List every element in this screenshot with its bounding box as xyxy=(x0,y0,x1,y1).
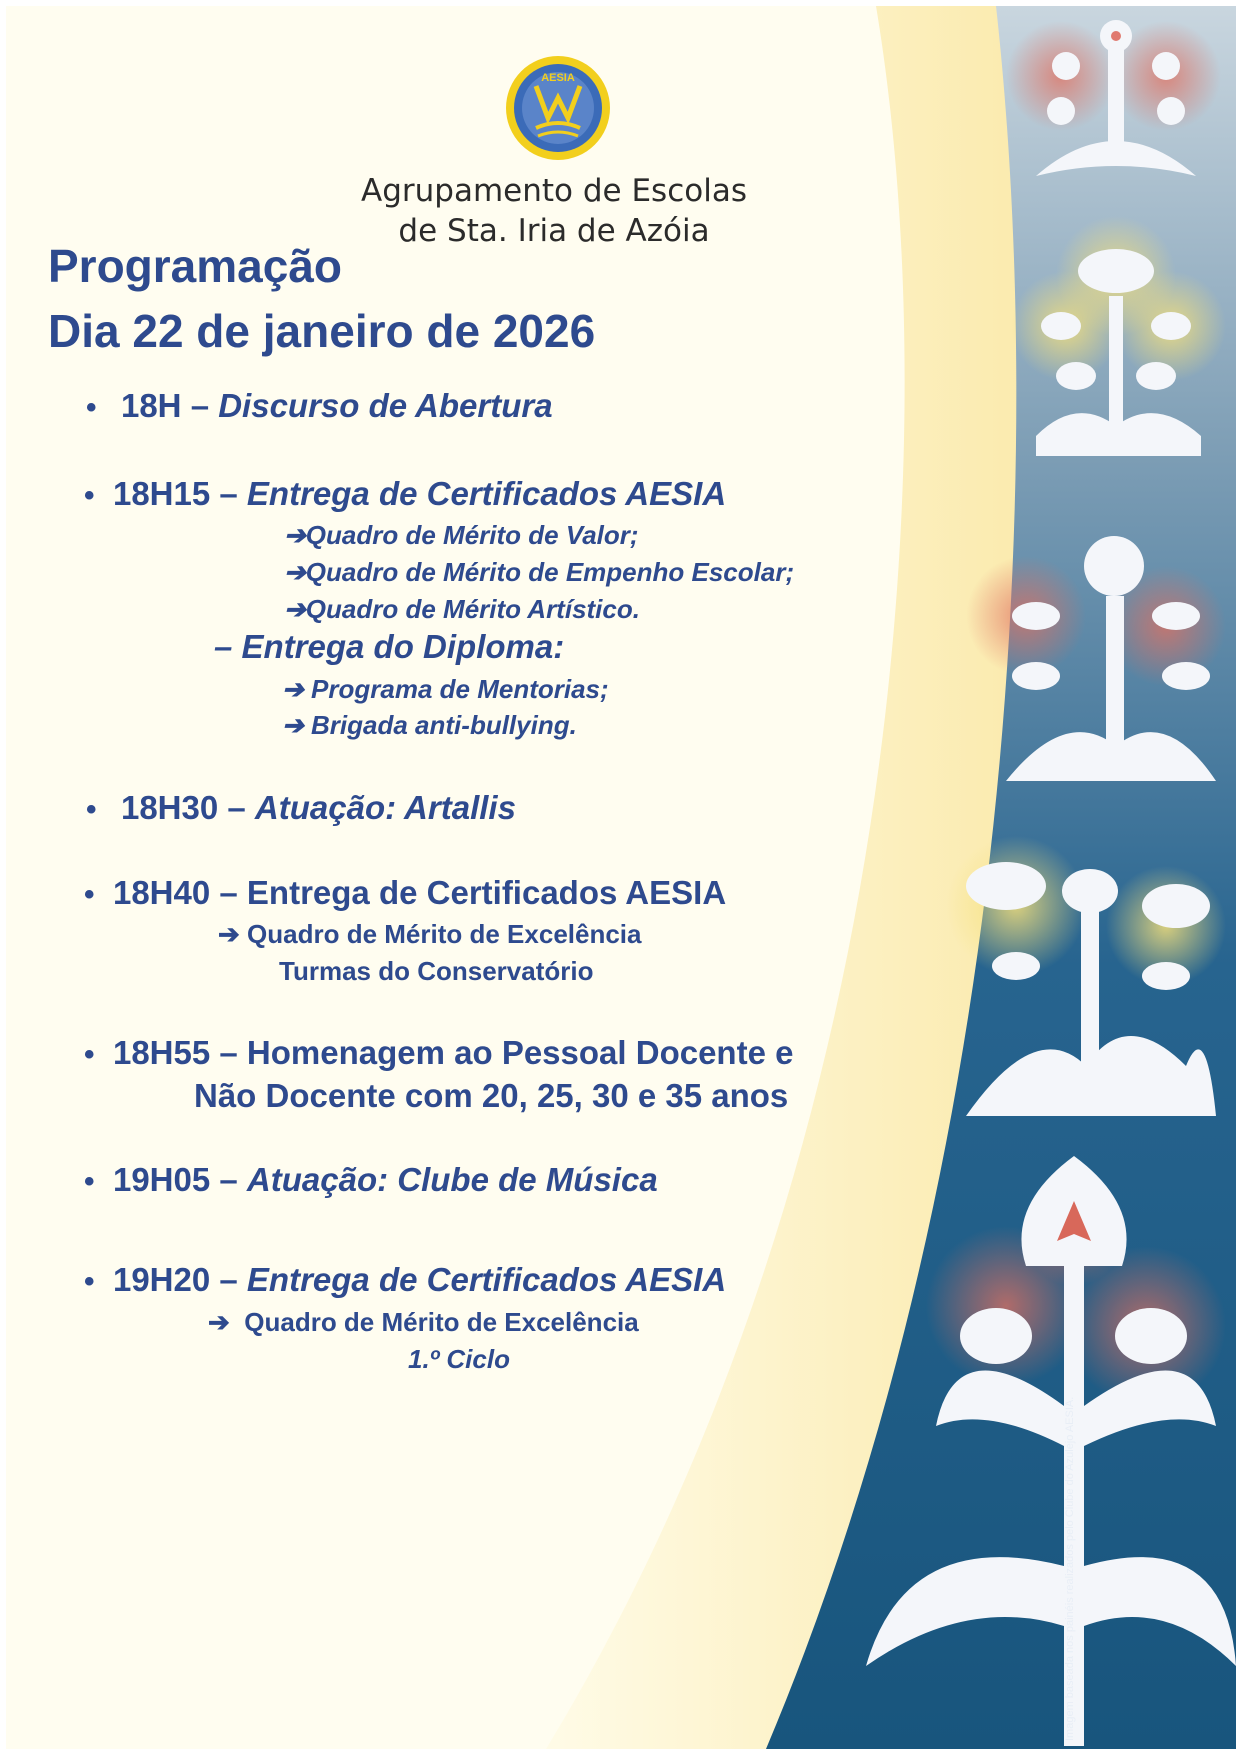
sub-item: ➔ Brigada anti-bullying. xyxy=(282,710,577,740)
program-item-4: • 18H40 – Entrega de Certificados AESIA xyxy=(84,874,727,911)
image-credit: Imagem baseada nos painéis realizados pelo Clube do Azulejo AESIA. xyxy=(1064,1396,1076,1741)
item-label: Entrega de Certificados AESIA xyxy=(246,874,727,911)
page-title: Programação xyxy=(48,240,343,292)
bullet: • xyxy=(84,1165,95,1198)
program-item-7: • 19H20 – Entrega de Certificados AESIA xyxy=(84,1261,727,1298)
sub-item: ➔ Quadro de Mérito de Excelência xyxy=(208,1307,639,1337)
bullet: • xyxy=(84,1265,95,1298)
bullet: • xyxy=(84,1038,95,1071)
program-item-5: • 18H55 – Homenagem ao Pessoal Docente e xyxy=(84,1034,794,1071)
bullet: • xyxy=(84,479,95,512)
item-label: Atuação: Clube de Música xyxy=(246,1161,658,1198)
program-item-1: • 18H – Discurso de Abertura xyxy=(86,387,553,424)
poster xyxy=(6,6,1236,1749)
item-time: 19H05 xyxy=(112,1161,211,1198)
item-time: 18H15 xyxy=(112,475,211,512)
org-name-line2: de Sta. Iria de Azóia xyxy=(398,213,710,249)
bullet: • xyxy=(86,793,97,826)
item-time: 18H55 xyxy=(112,1034,211,1071)
logo-text: AESIA xyxy=(541,72,575,84)
item-time: 18H40 xyxy=(112,874,211,911)
bullet: • xyxy=(86,391,97,424)
item-label: Entrega de Certificados AESIA xyxy=(246,475,727,512)
sub-item: ➔ Quadro de Mérito de Excelência xyxy=(218,919,642,949)
sub-item: Turmas do Conservatório xyxy=(279,956,594,986)
diploma-heading: – Entrega do Diploma: xyxy=(214,628,565,665)
program-item-6: • 19H05 – Atuação: Clube de Música xyxy=(84,1161,658,1198)
sub-item: ➔Quadro de Mérito de Valor; xyxy=(284,520,639,550)
program-item-3: • 18H30 – Atuação: Artallis xyxy=(86,789,516,826)
item-label: Entrega de Certificados AESIA xyxy=(246,1261,727,1298)
sub-item: ➔Quadro de Mérito de Empenho Escolar; xyxy=(284,557,795,587)
sub-item: ➔Quadro de Mérito Artístico. xyxy=(284,594,640,624)
org-name-line1: Agrupamento de Escolas xyxy=(361,173,747,209)
item-label: Atuação: Artallis xyxy=(254,789,516,826)
item-label-cont: Não Docente com 20, 25, 30 e 35 anos xyxy=(194,1077,789,1114)
bullet: • xyxy=(84,878,95,911)
item-label: Discurso de Abertura xyxy=(218,387,553,424)
sub-item: ➔ Programa de Mentorias; xyxy=(282,674,609,704)
item-time: 18H xyxy=(120,387,182,424)
item-time: 19H20 xyxy=(112,1261,211,1298)
item-label: Homenagem ao Pessoal Docente e xyxy=(246,1034,794,1071)
event-date: Dia 22 de janeiro de 2026 xyxy=(48,305,596,357)
sub-item: 1.º Ciclo xyxy=(408,1344,510,1374)
item-time: 18H30 xyxy=(120,789,219,826)
program-item-2: • 18H15 – Entrega de Certificados AESIA xyxy=(84,475,727,512)
